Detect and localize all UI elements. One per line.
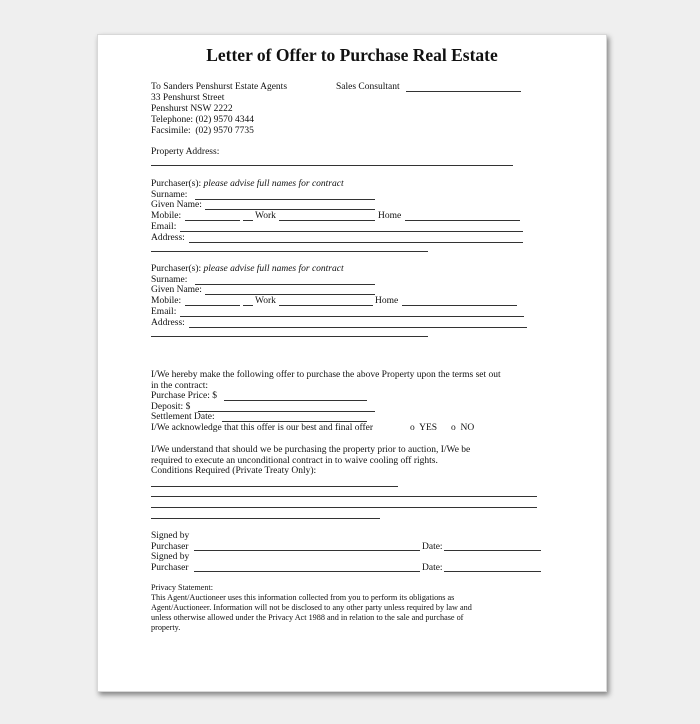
purchaser-1-mobile-line-2[interactable] [243, 220, 253, 221]
purchaser-2-work-line[interactable] [279, 305, 373, 306]
date-line-1[interactable] [444, 550, 541, 551]
settlement-date-label: Settlement Date: [151, 412, 215, 422]
purchaser-2-home-label: Home [375, 296, 399, 306]
acknowledge-text: I/We acknowledge that this offer is our best and final offer [151, 423, 374, 433]
conditions-line-3[interactable] [151, 507, 537, 508]
privacy-line: This Agent/Auctioneer uses this information collected from you to perform its obligations as [151, 593, 455, 602]
yes-option[interactable]: o YES [410, 423, 438, 433]
conditions-line-1[interactable] [151, 486, 398, 487]
purchaser-signature-line-1[interactable] [194, 550, 420, 551]
sales-consultant-line[interactable] [406, 91, 521, 92]
purchaser-1-home-line[interactable] [405, 220, 520, 221]
purchase-price-line[interactable] [224, 400, 367, 401]
agent-telephone: Telephone: (02) 9570 4344 [151, 115, 255, 125]
signed-by-label-2: Signed by [151, 552, 190, 562]
purchaser-2-address-line-2[interactable] [151, 336, 428, 337]
purchase-price-label: Purchase Price: $ [151, 391, 217, 401]
date-line-2[interactable] [444, 571, 541, 572]
conditions-line-4[interactable] [151, 518, 380, 519]
conditions-line-2[interactable] [151, 496, 537, 497]
offer-text-line-1: I/We hereby make the following offer to purchase the above Property upon the terms set out [151, 370, 501, 380]
deposit-line[interactable] [198, 411, 375, 412]
agent-suburb: Penshurst NSW 2222 [151, 104, 233, 114]
purchaser-1-address-line[interactable] [189, 242, 523, 243]
property-address-label: Property Address: [151, 147, 220, 157]
purchaser-1-surname-label: Surname: [151, 190, 188, 200]
purchaser-1-label: Purchaser(s): please advise full names for contract [151, 179, 344, 189]
no-option[interactable]: o NO [451, 423, 475, 433]
purchaser-sign-label-1: Purchaser [151, 542, 189, 552]
privacy-line: property. [151, 623, 181, 632]
purchaser-2-label: Purchaser(s): please advise full names for contract [151, 264, 344, 274]
purchaser-2-email-label: Email: [151, 307, 177, 317]
purchaser-1-address-label: Address: [151, 233, 185, 243]
purchaser-sign-label-2: Purchaser [151, 563, 189, 573]
signed-by-label-1: Signed by [151, 531, 190, 541]
agent-street: 33 Penshurst Street [151, 93, 225, 103]
purchaser-2-mobile-label: Mobile: [151, 296, 182, 306]
privacy-line: Agent/Auctioneer. Information will not be disclosed to any other party unless required by law and [151, 603, 472, 612]
purchaser-2-mobile-line-2[interactable] [243, 305, 253, 306]
purchaser-1-work-line[interactable] [279, 220, 375, 221]
date-label-1: Date: [422, 542, 443, 552]
property-address-line[interactable] [151, 165, 513, 166]
page-title: Letter of Offer to Purchase Real Estate [206, 45, 498, 65]
auction-text-line-1: I/We understand that should we be purchasing the property prior to auction, I/We be [151, 445, 471, 455]
sales-consultant-label: Sales Consultant [336, 82, 400, 92]
deposit-label: Deposit: $ [151, 402, 191, 412]
purchaser-1-mobile-label: Mobile: [151, 211, 182, 221]
purchaser-signature-line-2[interactable] [194, 571, 420, 572]
purchaser-1-email-label: Email: [151, 222, 177, 232]
date-label-2: Date: [422, 563, 443, 573]
agent-to: To Sanders Penshurst Estate Agents [151, 82, 288, 92]
purchaser-2-given-name-line[interactable] [205, 294, 375, 295]
purchaser-1-surname-line[interactable] [195, 199, 375, 200]
purchaser-2-mobile-line[interactable] [185, 305, 240, 306]
purchaser-1-email-line[interactable] [180, 231, 523, 232]
offer-text-line-2: in the contract: [151, 381, 208, 391]
purchaser-2-surname-line[interactable] [195, 284, 375, 285]
purchaser-2-email-line[interactable] [180, 316, 524, 317]
purchaser-2-surname-label: Surname: [151, 275, 188, 285]
conditions-label: Conditions Required (Private Treaty Only): [151, 466, 317, 476]
purchaser-1-given-name-line[interactable] [205, 209, 375, 210]
purchaser-2-address-line[interactable] [189, 327, 527, 328]
privacy-line: unless otherwise allowed under the Privacy Act 1988 and in relation to the sale and purchase of [151, 613, 464, 622]
purchaser-2-home-line[interactable] [402, 305, 517, 306]
purchaser-1-work-label: Work [255, 211, 276, 221]
document-page [97, 34, 607, 692]
auction-text-line-2: required to execute an unconditional contract in to waive cooling off rights. [151, 456, 438, 466]
purchaser-2-given-name-label: Given Name: [151, 285, 202, 295]
purchaser-1-home-label: Home [378, 211, 402, 221]
purchaser-1-mobile-line[interactable] [185, 220, 240, 221]
agent-facsimile: Facsimile: (02) 9570 7735 [151, 126, 254, 136]
settlement-date-line[interactable] [222, 421, 367, 422]
privacy-heading: Privacy Statement: [151, 583, 214, 592]
purchaser-1-address-line-2[interactable] [151, 251, 428, 252]
purchaser-1-given-name-label: Given Name: [151, 200, 202, 210]
purchaser-2-address-label: Address: [151, 318, 185, 328]
purchaser-2-work-label: Work [255, 296, 276, 306]
